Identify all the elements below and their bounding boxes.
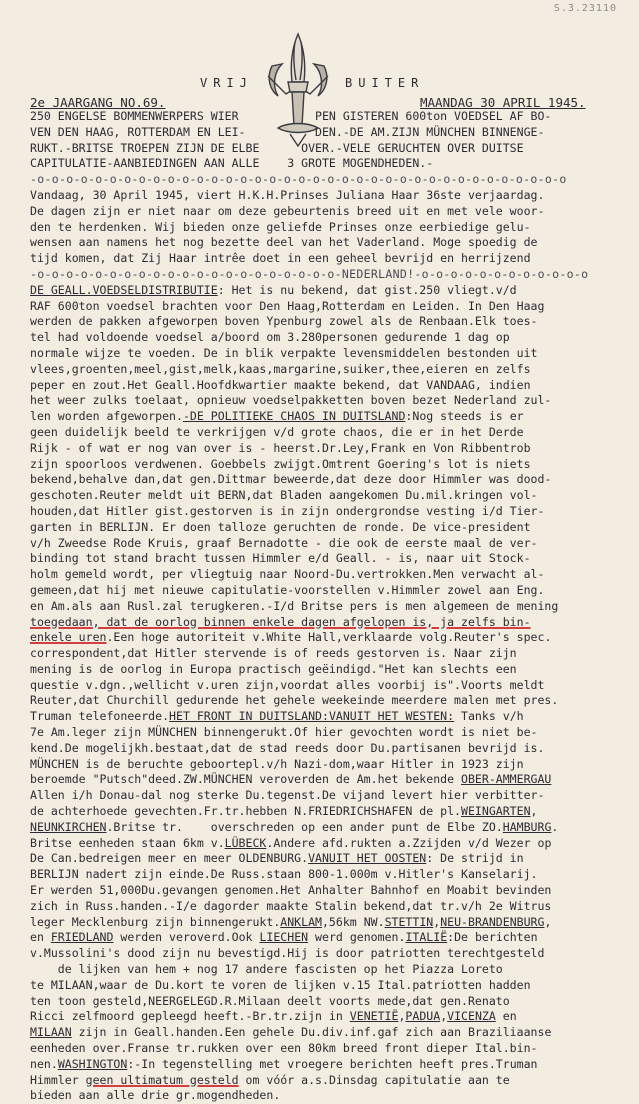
text-segment: ITALIË (405, 930, 448, 945)
text-segment: Britse eenheden staan 6km v. (30, 835, 225, 850)
text-segment: Rijk - of wat er nog van over is - heerst.Dr.Ley,Frank en Von Ribbentrob (30, 440, 531, 455)
text-segment: LÜBECK (224, 835, 267, 850)
text-segment: 250 ENGELSE BOMMENWERPERS WIER PEN GISTEREN 600ton VOEDSEL AF BO- (30, 109, 552, 123)
text-segment: VENETIË (349, 1009, 399, 1024)
text-segment: len worden afgeworpen. (30, 409, 183, 424)
text-segment: BERLIJN nadert zijn einde.De Russ.staan 800-1.000m v.Hitler's Kanselarij. (30, 867, 538, 882)
text-segment: tel had voldoende voedsel a/boord om 3.280personen gedurende 1 dag op (30, 330, 510, 345)
text-segment: bieden aan alle drie gr.mogendheden. (30, 1088, 281, 1103)
text-segment: ANKLAM (280, 914, 322, 929)
text-segment: :-In tegenstelling met vroegere berichten heeft pres.Truman (127, 1056, 538, 1071)
text-segment: v/h Zweedse Rode Kruis, graaf Bernadotte - die ook de eerste maal de ver- (30, 535, 538, 550)
text-line (30, 1041, 630, 1057)
text-segment: , (440, 1009, 448, 1024)
text-line (30, 615, 630, 631)
text-segment: MILAAN (30, 1025, 72, 1040)
text-segment: correspondent,dat Hitler stervende is of reeds gestorven is. Naar zijn (30, 646, 517, 661)
text-segment: garten in BERLIJN. Er doen talloze geruchten de ronde. De vice-president (30, 519, 531, 534)
text-segment: en (495, 1009, 517, 1024)
text-segment: binding tot stand bracht tussen Himmler e/d Geall. - is, naar uit Stock- (30, 551, 531, 566)
text-line (30, 962, 630, 978)
text-segment: geen duidelijk beeld te verkrijgen v/d grote chaos, die er in het Derde (30, 424, 524, 439)
text-line (30, 235, 630, 251)
text-segment: NEU-BRANDENBURG (440, 914, 545, 929)
text-segment: geen ultimatum gesteld (85, 1072, 239, 1087)
text-segment: normale wijze te voeden. De in blik verpakte levensmiddelen bestonden uit (30, 345, 538, 360)
text-segment: Vandaag, 30 April 1945, viert H.K.H.Prinses Juliana Haar 36ste verjaardag. (30, 187, 545, 202)
text-segment: : Het is nu bekend, dat gist.250 vliegt.v/d (217, 282, 517, 297)
text-segment: RUKT.-BRITSE TROEPEN ZIJN DE ELBE OVER.-VELE GERUCHTEN OVER DUITSE (30, 140, 524, 155)
text-line (30, 978, 630, 994)
text-line (30, 804, 630, 820)
text-line (30, 330, 630, 346)
text-segment: Ricci zelfmoord gepleegd heeft.-Br.tr.zijn in (30, 1009, 350, 1024)
text-segment: Truman telefoneerde. (30, 709, 170, 724)
text-segment: de lijken van hem + nog 17 andere fascisten op het Piazza Loreto (30, 962, 503, 977)
text-segment: eenheden over.Franse tr.rukken over een 80km breed front dieper Ital.bin- (30, 1041, 538, 1056)
text-line (30, 1009, 630, 1025)
text-line (30, 725, 630, 741)
text-segment: -DE POLITIEKE CHAOS IN DUITSLAND (182, 409, 406, 424)
text-line (30, 583, 630, 599)
text-segment: , (433, 914, 441, 929)
text-line (30, 757, 630, 773)
text-segment: het weer zulks toelaat, opnieuw voedselpakketten boven bezet Nederland zul- (30, 393, 552, 408)
text-line (30, 930, 630, 946)
text-line (30, 220, 630, 236)
text-line (30, 346, 630, 362)
text-line (30, 994, 630, 1010)
text-line (30, 567, 630, 583)
text-line (30, 1073, 630, 1089)
text-segment: en Am.als aan Rusl.zal terugkeren.-I/d Britse pers is men algemeen de mening (30, 598, 559, 613)
text-line (30, 741, 630, 757)
text-segment: CAPITULATIE-AANBIEDINGEN AAN ALLE 3 GROTE MOGENDHEDEN.- (30, 156, 434, 171)
text-line (30, 836, 630, 852)
text-line (30, 504, 630, 520)
archive-reference: S.3.23110 (553, 3, 617, 14)
text-segment: vlees,groenten,meel,gist,melk,kaas,margarine,suiker,thee,eieren en zelfs (30, 361, 531, 376)
text-line (30, 851, 630, 867)
text-segment: de achterhoede gevechten.Fr.tr.hebben N.FRIEDRICHSHAFEN de pl. (30, 804, 462, 819)
text-segment: Er werden 51,000Du.gevangen genomen.Het Anhalter Bahnhof en Moabit bevinden (30, 883, 552, 898)
document-body (30, 109, 630, 1104)
text-segment: leger Mecklenburg zijn binnengerukt. (30, 914, 281, 929)
text-segment: nen. (30, 1056, 58, 1071)
text-segment: peper en zout.Het Geall.Hoofdkwartier maakte bekend, dat VANDAAG, indien (30, 377, 531, 392)
text-line (30, 457, 630, 473)
text-segment: v.Mussolini's dood zijn nu bevestigd.Hij is door patriotten terechtgesteld (30, 946, 545, 961)
text-segment: :De berichten (447, 930, 538, 945)
text-line (30, 520, 630, 536)
text-segment: NEUNKIRCHEN (30, 819, 107, 834)
text-segment: 7e Am.leger zijn MÜNCHEN binnengerukt.Of hier gevochten wordt is niet be- (30, 725, 538, 740)
text-segment: .Andere afd.rukten a.Zzijden v/d Wezer op (266, 835, 552, 850)
text-line (30, 599, 630, 615)
text-segment: werden de pakken afgeworpen boven Ypenburg zowel als de Renbaan.Elk toes- (30, 314, 538, 329)
text-segment: enkele uren (30, 630, 107, 645)
text-segment: zijn in Geall.handen.Een gehele Du.div.inf.gaf zich aan Braziliaanse (71, 1025, 552, 1040)
text-line (30, 472, 630, 488)
text-line (30, 425, 630, 441)
text-segment: VEN DEN HAAG, ROTTERDAM EN LEI- DEN.-DE AM.ZIJN MÜNCHEN BINNENGE- (30, 124, 545, 139)
text-segment: OBER-AMMERGAU (461, 772, 552, 787)
text-line (30, 314, 630, 330)
text-line (30, 441, 630, 457)
text-line (30, 867, 630, 883)
text-segment: .Britse tr. overschreden op een ander punt de Elbe ZO. (106, 819, 503, 834)
text-segment: kend.De mogelijkh.bestaat,dat de stad reeds door Du.partisanen bevrijd is. (30, 740, 545, 755)
text-segment: questie v.dgn.,wellicht v.uren zijn,voordat alles voorbij is".Voorts meldt (30, 677, 545, 692)
text-line (30, 109, 630, 125)
text-segment: LIECHEN (259, 930, 309, 945)
text-segment: : De strijd in (426, 851, 524, 866)
text-segment: De dagen zijn er niet naar om deze gebeurtenis breed uit en met vele woor- (30, 203, 545, 218)
text-segment: tijd komen, dat Zij Haar intrêe doet in een geheel bevrijd en herrijzend (30, 251, 531, 266)
text-segment: Himmler (30, 1072, 86, 1087)
text-line (30, 299, 630, 315)
text-segment: houden,dat Hitler gist.gestorven is in zijn ondergrondse vesting i/d Tier- (30, 503, 545, 518)
text-line (30, 172, 630, 188)
text-segment: Allen i/h Donau-dal nog sterke Du.tegenst.De vijand levert hier verbitter- (30, 788, 545, 803)
text-line (30, 678, 630, 694)
text-segment: De Can.bedreigen meer en meer OLDENBURG. (30, 851, 309, 866)
text-line (30, 630, 630, 646)
masthead-left: VRIJ (200, 76, 253, 90)
text-line (30, 551, 630, 567)
text-segment: -o-o-o-o-o-o-o-o-o-o-o-o-o-o-o-o-o-o-o-o-o-NEDERLAND!-o-o-o-o-o-o-o-o-o-o-o-o (30, 266, 589, 281)
text-segment: STETTIN (384, 914, 434, 929)
text-segment: WEINGARTEN (461, 804, 531, 819)
text-segment: bekend,behalve dan,dat gen.Dittmar beweerde,dat deze door Himmler was dood- (30, 472, 552, 487)
text-segment: zijn spoorloos verdwenen. Goebbels zwijgt.Omtrent Goering's lot is niets (30, 456, 531, 471)
text-segment: FRIEDLAND (50, 930, 114, 945)
text-line (30, 709, 630, 725)
text-segment: -o-o-o-o-o-o-o-o-o-o-o-o-o-o-o-o-o-o-o-o-o-o-o-o-o-o-o-o-o-o-o-o-o-o-o-o-o (30, 172, 567, 187)
text-segment: ten toon gesteld,NEERGELEGD.R.Milaan deelt voorts mede,dat gen.Renato (30, 993, 510, 1008)
text-line (30, 488, 630, 504)
text-line (30, 662, 630, 678)
text-segment: . (551, 819, 559, 834)
masthead-right: BUITER (345, 76, 425, 90)
text-line (30, 409, 630, 425)
text-line (30, 141, 630, 157)
text-line (30, 693, 630, 709)
text-line (30, 788, 630, 804)
text-line (30, 204, 630, 220)
text-segment: om vóór a.s.Dinsdag capitulatie aan te (238, 1072, 510, 1087)
text-line (30, 283, 630, 299)
text-line (30, 946, 630, 962)
text-segment: ,56km NW. (321, 914, 385, 929)
text-segment: , (544, 914, 552, 929)
text-line (30, 820, 630, 836)
text-segment: geschoten.Reuter meldt uit BERN,dat Bladen aangekomen Du.mil.kringen vol- (30, 488, 538, 503)
text-segment: HET FRONT IN DUITSLAND:VANUIT HET WESTEN: (169, 709, 455, 724)
text-segment: Tanks v/h (454, 709, 524, 724)
text-segment: MÜNCHEN is de beruchte geboortepl.v/h Nazi-dom,waar Hitler in 1923 zijn (30, 756, 524, 771)
text-line (30, 772, 630, 788)
text-line (30, 1057, 630, 1073)
text-segment: Reuter,dat Churchill gedurende het gehele weekeinde meerdere malen met pres. (30, 693, 559, 708)
text-line (30, 899, 630, 915)
text-segment: WASHINGTON (57, 1056, 128, 1071)
text-line (30, 393, 630, 409)
text-segment: te MILAAN,waar de Du.kort te voren de lijken v.15 Ital.patriotten hadden (30, 977, 531, 992)
text-segment: DE GEALL.VOEDSELDISTRIBUTIE (30, 282, 218, 297)
text-segment: PADUA (405, 1009, 441, 1024)
text-segment: den te herdenken. Wij bieden onze geliefde Prinses onze eerbiedige gelu- (30, 219, 531, 234)
text-line (30, 378, 630, 394)
text-line (30, 125, 630, 141)
text-line (30, 267, 630, 283)
text-segment: , (398, 1009, 406, 1024)
text-line (30, 646, 630, 662)
text-segment: VICENZA (447, 1009, 496, 1024)
issue-number: 2e JAARGANG NO.69. (30, 95, 166, 110)
text-segment: :Nog steeds is er (405, 409, 524, 424)
text-segment: werden veroverd.Ook (113, 930, 260, 945)
text-segment: zich in Russ.handen.-I/e dagorder maakte Stalin bekend,dat tr.v/h 2e Witrus (30, 898, 552, 913)
text-segment: mening is de oorlog in Europa practisch geëindigd."Het kan slechts een (30, 661, 517, 676)
text-segment: en (30, 930, 51, 945)
text-segment: VANUIT HET OOSTEN (308, 851, 427, 866)
text-segment: .Een hoge autoriteit v.White Hall,verklaarde volg.Reuter's spec. (106, 630, 552, 645)
text-line (30, 915, 630, 931)
text-segment: beroemde "Putsch"deed.ZW.MÜNCHEN veroverden de Am.het bekende (30, 772, 462, 787)
text-line (30, 156, 630, 172)
text-segment: holm gemeld wordt, per vliegtuig naar Noord-Du.vertrokken.Men verwacht al- (30, 567, 545, 582)
text-line (30, 536, 630, 552)
text-line (30, 188, 630, 204)
issue-date: MAANDAG 30 APRIL 1945. (420, 95, 586, 110)
text-segment: , (530, 804, 538, 819)
text-segment: HAMBURG (502, 819, 552, 834)
text-segment: RAF 600ton voedsel brachten voor Den Haag,Rotterdam en Leiden. In Den Haag (30, 298, 545, 313)
text-segment: gemeen,dat hij met nieuwe capitulatie-voorstellen v.Himmler zowel aan Eng. (30, 582, 545, 597)
text-segment: wensen aan namens het nog bezette deel van het Vaderland. Moge spoedig de (30, 235, 538, 250)
text-line (30, 1088, 630, 1104)
text-segment: werd genomen. (308, 930, 406, 945)
text-line (30, 251, 630, 267)
text-line (30, 362, 630, 378)
text-line (30, 883, 630, 899)
text-segment: toegedaan, dat de oorlog binnen enkele dagen afgelopen is, ja zelfs bin- (30, 614, 531, 629)
text-line (30, 1025, 630, 1041)
